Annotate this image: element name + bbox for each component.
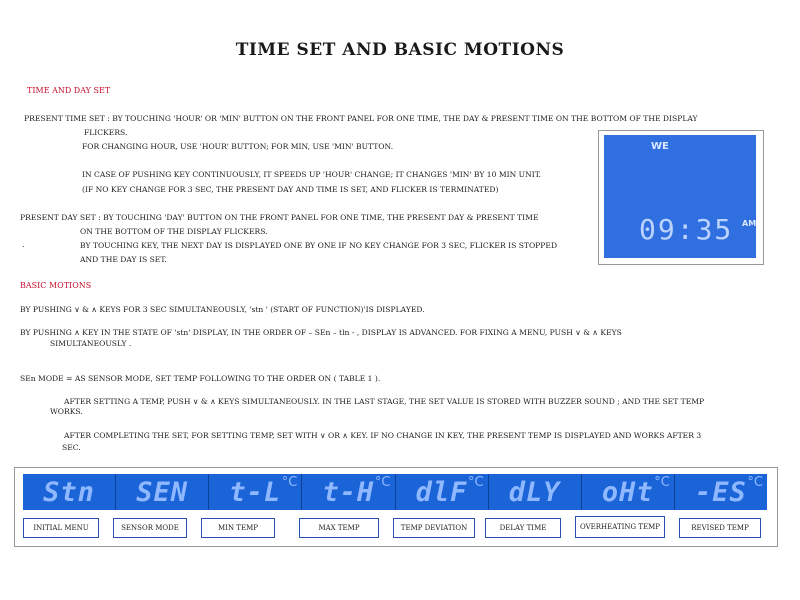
text-line: FLICKERS. [84, 128, 128, 137]
label-temp-deviation: TEMP DEVIATION [393, 518, 475, 538]
text-line: PRESENT DAY SET : BY TOUCHING 'DAY' BUTTON ON THE FRONT PANEL FOR ONE TIME, THE PRESENT DAY & PRESENT TIME [20, 213, 539, 222]
text-line: AFTER COMPLETING THE SET, FOR SETTING TEMP, SET WITH ∨ OR ∧ KEY. IF NO CHANGE IN KEY, THE PRESENT TEMP IS DISPLAYED AND WORKS AFTER 3 [64, 431, 702, 440]
text-line: WORKS. [50, 407, 83, 416]
text-line: SIMULTANEOUSLY . [50, 339, 132, 348]
label-max-temp: MAX TEMP [299, 518, 379, 538]
segment-text: dlF [415, 476, 468, 508]
text-line: AND THE DAY IS SET. [80, 255, 167, 264]
segment-display-strip [23, 474, 767, 510]
text-line: BY TOUCHING KEY, THE NEXT DAY IS DISPLAYED ONE BY ONE IF NO KEY CHANGE FOR 3 SEC, FLICKER IS STOPPED [80, 241, 558, 250]
segment-text: t-H [322, 476, 375, 508]
text-line: FOR CHANGING HOUR, USE 'HOUR' BUTTON; FOR MIN, USE 'MIN' BUTTON. [82, 142, 394, 151]
segment-text: -ES [695, 476, 747, 508]
segment-text: t-L [229, 476, 282, 508]
text-line: BY PUSHING ∧ KEY IN THE STATE OF 'stn' DISPLAY, IN THE ORDER OF – SEn – tln - , DISPLAY IS ADVANCED. FOR FIXING A MENU, PUSH ∨ & ∧ KEYS [20, 328, 622, 337]
lcd-display [604, 135, 756, 258]
label-delay-time: DELAY TIME [485, 518, 561, 538]
celsius-unit: °C [747, 475, 763, 490]
celsius-unit: °C [281, 475, 298, 490]
celsius-unit: °C [468, 475, 484, 490]
segment-revised-temp [675, 474, 767, 510]
text-line: IN CASE OF PUSHING KEY CONTINUOUSLY, IT SPEEDS UP 'HOUR' CHANGE; IT CHANGES 'MIN' BY 10 MIN UNIT. [82, 170, 542, 179]
label-initial-menu: INITIAL MENU [23, 518, 99, 538]
page-title: TIME SET AND BASIC MOTIONS [235, 40, 565, 60]
text-line: SEn MODE = AS SENSOR MODE, SET TEMP FOLLOWING TO THE ORDER ON ( TABLE 1 ). [20, 374, 381, 383]
text-line: ON THE BOTTOM OF THE DISPLAY FLICKERS. [80, 227, 268, 236]
segment-temp-deviation [396, 474, 489, 510]
segment-overheating-temp [582, 474, 675, 510]
celsius-unit: °C [654, 475, 670, 490]
lcd-day: WE [651, 141, 669, 152]
segment-text: oHt [601, 476, 654, 508]
segment-text: SEN [136, 476, 189, 508]
text-line: BY PUSHING ∨ & ∧ KEYS FOR 3 SEC SIMULTANEOUSLY, 'stn ' (START OF FUNCTION)'IS DISPLAYED. [20, 305, 425, 314]
lcd-ampm: AM [742, 219, 757, 228]
segment-text: Stn [43, 476, 95, 508]
text-line: PRESENT TIME SET : BY TOUCHING 'HOUR' OR 'MIN' BUTTON ON THE FRONT PANEL FOR ONE TIME, THE DAY & PRESENT TIME ON THE BOTTOM OF THE DISPLAY [24, 114, 698, 123]
label-min-temp: MIN TEMP [201, 518, 275, 538]
lcd-time: 09:35 [639, 213, 734, 246]
segment-delay-time [489, 474, 582, 510]
segment-initial-menu [23, 474, 116, 510]
label-sensor-mode: SENSOR MODE [113, 518, 187, 538]
segment-sensor-mode [116, 474, 209, 510]
label-overheating-temp: OVERHEATING TEMP [575, 516, 665, 538]
menu-strip-frame [14, 467, 778, 547]
text-line: . [22, 240, 25, 249]
segment-max-temp [302, 474, 395, 510]
text-line: AFTER SETTING A TEMP, PUSH ∨ & ∧ KEYS SIMULTANEOUSLY. IN THE LAST STAGE, THE SET VALUE IS STORED WITH BUZZER SOUND ; AND THE SET TEMP [64, 397, 705, 406]
segment-min-temp [209, 474, 302, 510]
text-line: SEC. [62, 443, 81, 452]
text-line: (IF NO KEY CHANGE FOR 3 SEC, THE PRESENT DAY AND TIME IS SET, AND FLICKER IS TERMINATED) [82, 185, 499, 194]
label-revised-temp: REVISED TEMP [679, 518, 761, 538]
basic-motions-heading: BASIC MOTIONS [20, 281, 92, 290]
celsius-unit: °C [374, 475, 391, 490]
segment-text: dLY [508, 476, 561, 508]
lcd-display-frame [598, 130, 764, 265]
time-day-heading: TIME AND DAY SET [27, 86, 111, 95]
